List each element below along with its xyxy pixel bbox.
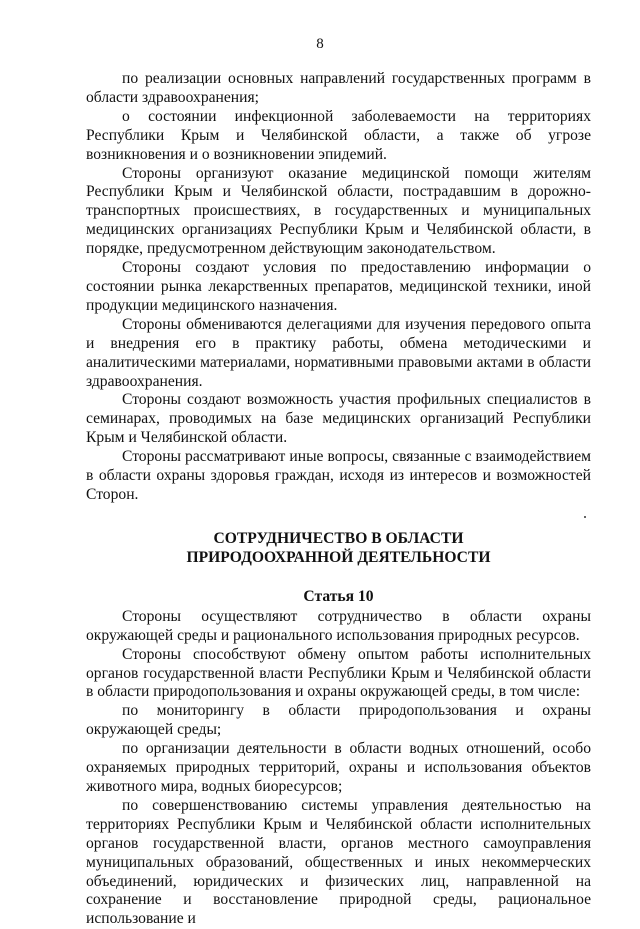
paragraph: Стороны создают возможность участия профильных специалистов в семинарах, проводимых на базе медицинских организаций Республики Крым и Челябинской области. — [86, 391, 591, 447]
page-number: 8 — [316, 36, 324, 52]
scan-speck — [584, 516, 586, 518]
paragraph: Стороны осуществляют сотрудничество в области охраны окружающей среды и рационального использования природных ресурсов. — [86, 607, 591, 644]
paragraph: о состоянии инфекционной заболеваемости на территориях Республики Крым и Челябинской области, а также об угрозе возникновения и о возникновении эпидемий. — [86, 107, 591, 163]
paragraph: Стороны способствуют обмену опытом работы исполнительных органов государственной власти Республики Крым и Челябинской области в области природопользования и охраны окружающей среды, в том числе: — [86, 645, 591, 701]
paragraph: по реализации основных направлений государственных программ в области здравоохранения; — [86, 70, 591, 106]
document-body — [86, 70, 591, 929]
paragraph: по организации деятельности в области водных отношений, особо охраняемых природных территорий, охраны и использования объектов животного мира, водных биоресурсов; — [86, 740, 591, 795]
paragraph: Стороны создают условия по предоставлению информации о состоянии рынка лекарственных препаратов, медицинской техники, иной продукции медицинского назначения. — [86, 259, 591, 314]
paragraph: Стороны организуют оказание медицинской помощи жителям Республики Крым и Челябинской области, пострадавшим в дорожно-транспортных происшествиях, в государственных и муниципальных медицинских организациях Республики Крым и Челябинской области, в порядке, предусмотренном действующим законодательством. — [86, 164, 591, 258]
paragraph: по совершенствованию системы управления деятельностью на территориях Республики Крым и Челябинской области исполнительных органов государственной власти, органов местного самоуправления муниципальных образований, общественных и иных некоммерческих объединений, юридических и физических лиц, направленной на сохранение и восстановление природной среды, рациональное использование и — [86, 796, 591, 928]
section-title — [86, 529, 591, 567]
paragraph: по мониторингу в области природопользования и охраны окружающей среды; — [86, 702, 591, 739]
paragraph: Стороны обмениваются делегациями для изучения передового опыта и внедрения его в практику работы, обмена методическими и аналитическими материалами, нормативными правовыми актами в области здравоохранения. — [86, 315, 591, 390]
paragraph: Стороны рассматривают иные вопросы, связанные с взаимодействием в области охраны здоровья граждан, исходя из интересов и возможностей Сторон. — [86, 448, 591, 503]
section-title-line: СОТРУДНИЧЕСТВО В ОБЛАСТИ — [213, 529, 464, 547]
section-title-line: ПРИРОДООХРАННОЙ ДЕЯТЕЛЬНОСТИ — [186, 548, 491, 566]
article-title: Статья 10 — [303, 587, 374, 605]
